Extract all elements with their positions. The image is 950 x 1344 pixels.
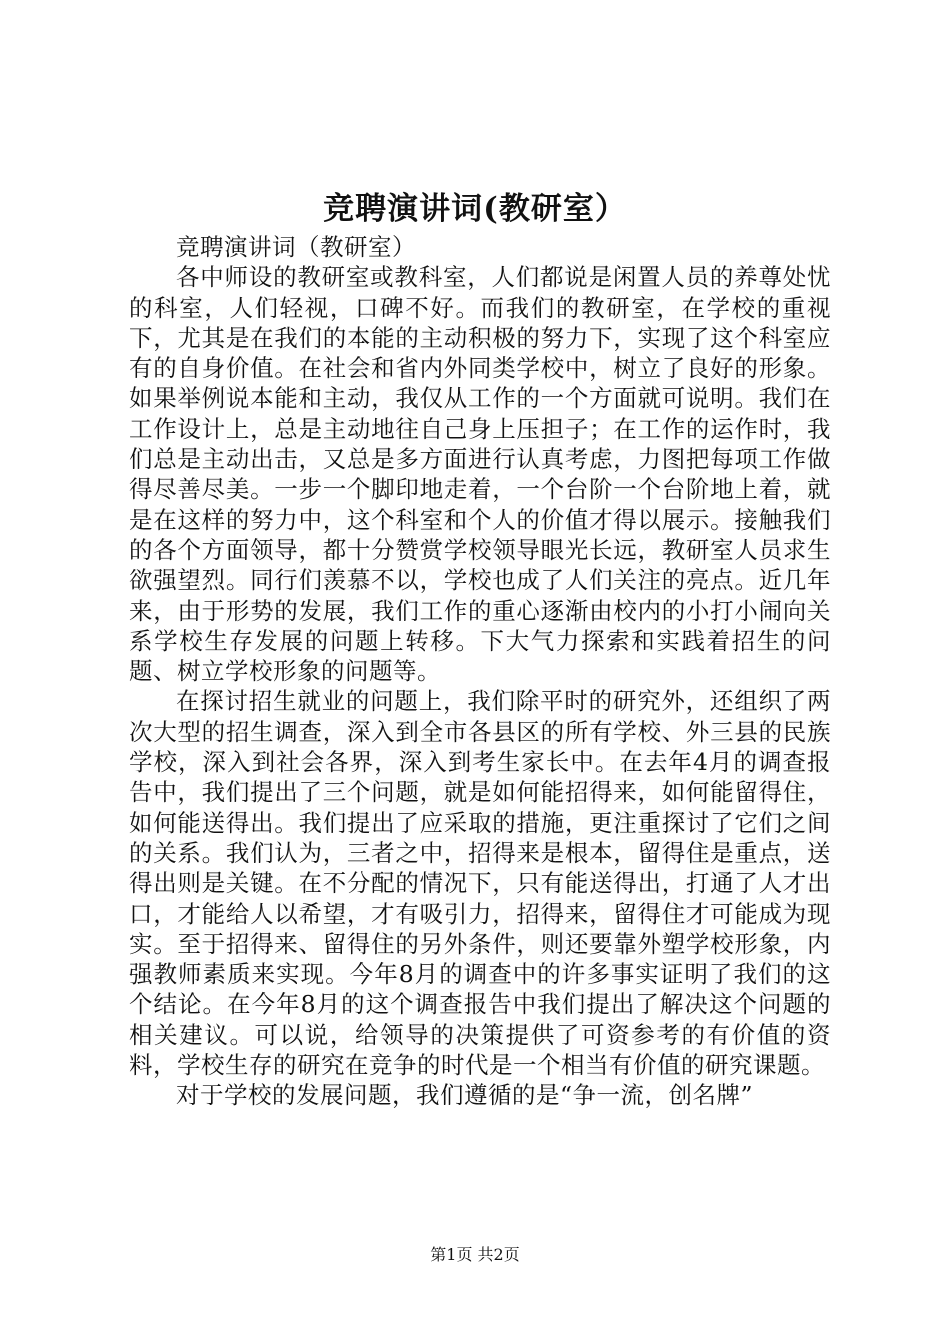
document-title: 竞聘演讲词(教研室） (323, 191, 627, 227)
paragraph-3: 对于学校的发展问题，我们遵循的是“争一流，创名牌” (176, 1081, 754, 1110)
paragraph-1: 各中师设的教研室或教科室，人们都说是闲置人员的养尊处忧的科室，人们轻视，口碑不好。而我们的教研室，在学校的重视下，尤其是在我们的本能的主动积极的努力下，实现了这个科室应有的自身价值。在社会和省内外同类学校中，树立了良好的形象。如果举例说本能和主动，我仅从工作的一个方面就可说明。我们在工作设计上，总是主动地往自己身上压担子；在工作的运作时，我们总是主动出击，又总是多方面进行认真考虑，力图把每项工作做得尽善尽美。一步一个脚印地走着，一个台阶一个台阶地上着，就是在这样的努力中，这个科室和个人的价值才得以展示。接触我们的各个方面领导，都十分赞赏学校领导眼光长远，教研室人员求生欲强望烈。同行们羡慕不以，学校也成了人们关注的亮点。近几年来，由于形势的发展，我们工作的重心逐渐由校内的小打小闹向关系学校生存发展的问题上转移。下大气力探索和实践着招生的问题、树立学校形象的问题等。 (129, 263, 831, 686)
document-body (129, 232, 831, 1111)
subtitle-paragraph: 竞聘演讲词（教研室） (176, 233, 416, 261)
page-number-footer: 第1页 共2页 (430, 1245, 520, 1264)
paragraph-2: 在探讨招生就业的问题上，我们除平时的研究外，还组织了两次大型的招生调查，深入到全市各县区的所有学校、外三县的民族学校，深入到社会各界，深入到考生家长中。在去年4月的调查报告中，我们提出了三个问题，就是如何能招得来，如何能留得住，如何能送得出。我们提出了应采取的措施，更注重探讨了它们之间的关系。我们认为，三者之中，招得来是根本，留得住是重点，送得出则是关键。在不分配的情况下，只有能送得出，打通了人才出口，才能给人以希望，才有吸引力，招得来，留得住才可能成为现实。至于招得来、留得住的另外条件，则还要靠外塑学校形象，内强教师素质来实现。今年8月的调查中的许多事实证明了我们的这个结论。在今年8月的这个调查报告中我们提出了解决这个问题的相关建议。可以说，给领导的决策提供了可资参考的有价值的资料，学校生存的研究在竞争的时代是一个相当有价值的研究课题。 (129, 687, 831, 1080)
